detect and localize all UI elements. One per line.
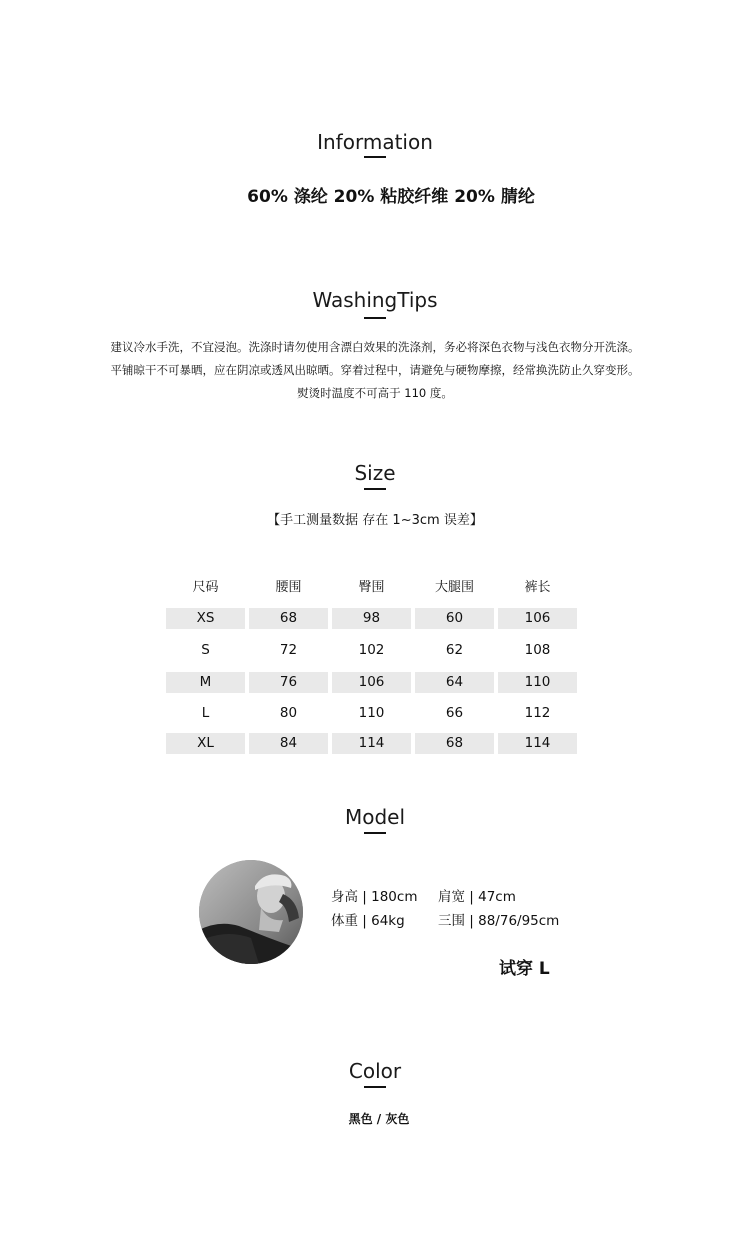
table-cell: 80 xyxy=(279,705,298,721)
washing-underline xyxy=(364,317,386,319)
model-shoulder: 肩宽 | 47cm xyxy=(438,889,516,905)
information-underline xyxy=(364,156,386,158)
model-measurements: 三围 | 88/76/95cm xyxy=(438,913,560,929)
table-cell: 60 xyxy=(415,608,494,629)
table-cell: 106 xyxy=(498,608,577,629)
header-cell: 臀围 xyxy=(358,580,385,595)
size-underline xyxy=(364,488,386,490)
model-height: 身高 | 180cm xyxy=(331,889,418,905)
header-cell: 腰围 xyxy=(275,580,302,595)
washing-line: 平铺晾干不可暴晒，应在阴凉或透风出晾晒。穿着过程中，请避免与硬物摩擦，经常换洗防止久穿变形。 xyxy=(110,363,640,377)
table-cell: 102 xyxy=(358,642,385,658)
table-cell: 68 xyxy=(415,733,494,754)
table-cell: 106 xyxy=(332,672,411,693)
table-cell: 114 xyxy=(332,733,411,754)
washing-title: WashingTips xyxy=(312,288,438,312)
table-cell: L xyxy=(201,705,210,721)
material-composition: 60% 涤纶 20% 粘胶纤维 20% 腈纶 xyxy=(247,187,535,207)
information-title: Information xyxy=(317,130,433,154)
table-cell: 66 xyxy=(445,705,464,721)
washing-instructions xyxy=(0,336,750,405)
model-photo-icon xyxy=(199,860,303,964)
size-note: 【手工测量数据 存在 1~3cm 误差】 xyxy=(267,513,483,528)
model-underline xyxy=(364,832,386,834)
table-cell: 76 xyxy=(249,672,328,693)
table-cell: 110 xyxy=(498,672,577,693)
color-options: 黑色 / 灰色 xyxy=(348,1112,410,1126)
washing-line: 熨烫时温度不可高于 110 度。 xyxy=(297,386,453,400)
table-cell: 108 xyxy=(524,642,551,658)
table-cell: 68 xyxy=(249,608,328,629)
model-tryon-size: 试穿 L xyxy=(499,959,550,979)
table-cell: S xyxy=(201,642,210,658)
table-cell: 72 xyxy=(279,642,298,658)
size-title: Size xyxy=(354,461,396,485)
table-cell: 62 xyxy=(445,642,464,658)
model-avatar xyxy=(199,860,303,964)
header-cell: 裤长 xyxy=(524,580,551,595)
table-cell: 112 xyxy=(524,705,551,721)
table-cell: 84 xyxy=(249,733,328,754)
table-cell: XS xyxy=(166,608,245,629)
table-cell: 114 xyxy=(498,733,577,754)
washing-line: 建议冷水手洗，不宜浸泡。洗涤时请勿使用含漂白效果的洗涤剂，务必将深色衣物与浅色衣物分开洗涤。 xyxy=(110,340,640,354)
color-underline xyxy=(364,1086,386,1088)
color-title: Color xyxy=(348,1059,402,1083)
model-title: Model xyxy=(344,805,406,829)
table-cell: 110 xyxy=(358,705,385,721)
table-cell: 64 xyxy=(415,672,494,693)
header-cell: 大腿围 xyxy=(434,580,474,595)
table-cell: XL xyxy=(166,733,245,754)
header-cell: 尺码 xyxy=(192,580,219,595)
model-weight: 体重 | 64kg xyxy=(331,913,405,929)
table-cell: M xyxy=(166,672,245,693)
table-cell: 98 xyxy=(332,608,411,629)
